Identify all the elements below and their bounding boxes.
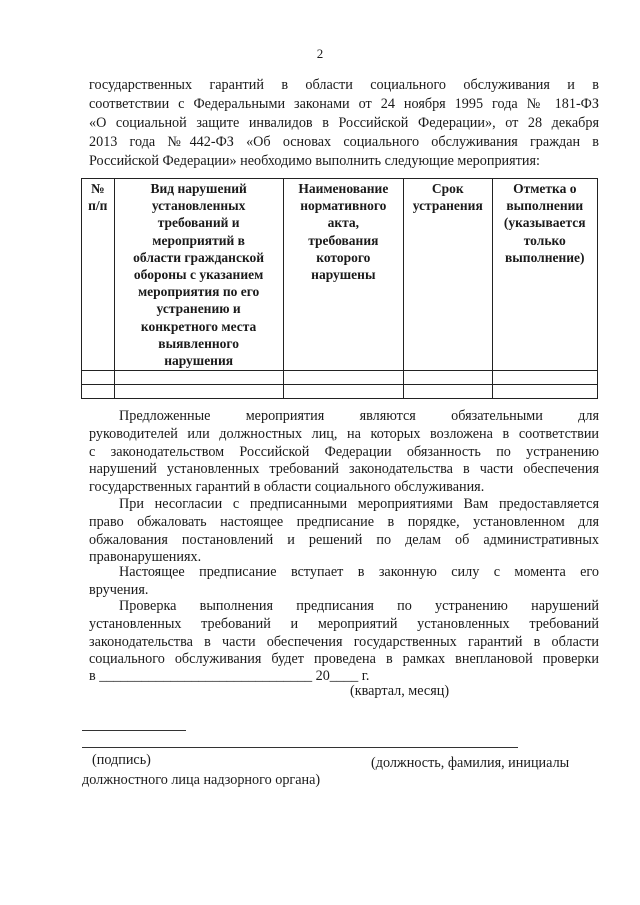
text-line: соответствии с Федеральными законами от 24 ноября 1995 года № 181-ФЗ: [89, 96, 599, 112]
paragraph-obligation: [89, 408, 599, 497]
header-cell-violation-type: Вид нарушений установленных требований и мероприятий в области гражданской обороны с указанием мероприятия по его устранению и конкретного места выявленного нарушения: [114, 179, 283, 371]
text-line: государственных гарантий в области социального обслуживания.: [89, 479, 485, 496]
table-cell: [114, 385, 283, 399]
table-cell: [492, 371, 597, 385]
text-line: правонарушениях.: [89, 549, 202, 566]
text-line: вручения.: [89, 581, 149, 598]
header-cell-normative-act: Наименование нормативного акта, требования которого нарушены: [283, 179, 403, 371]
text-line: социального обслуживания будет проведена в рамках внеплановой проверки: [89, 651, 599, 668]
table-cell: [82, 371, 115, 385]
text-line: Проверка выполнения предписания по устранению нарушений: [119, 598, 599, 614]
signature-line-short: [82, 730, 186, 731]
text-line: Российской Федерации» необходимо выполнить следующие мероприятия:: [89, 153, 540, 169]
violations-table: [81, 178, 598, 399]
table-cell: [403, 371, 492, 385]
signature-caption: (подпись): [92, 752, 151, 768]
text-line: с законодательством Российской Федерации обязанность по устранению: [89, 443, 599, 460]
official-caption-continued: должностного лица надзорного органа): [82, 772, 321, 788]
paragraph-inspection: [89, 598, 599, 669]
header-cell-completion-mark: Отметка о выполнении (указывается только выполнение): [492, 179, 597, 371]
text-line: законодательства в части обеспечения государственных гарантий в области: [89, 633, 599, 650]
table-row: [82, 371, 598, 385]
text-line: государственных гарантий в области социального обслуживания и в: [89, 77, 599, 93]
text-line: «О социальной защите инвалидов в Российской Федерации», от 28 декабря: [89, 115, 599, 131]
table-row: [82, 385, 598, 399]
official-caption: (должность, фамилия, инициалы: [371, 755, 570, 771]
table-cell: [492, 385, 597, 399]
intro-paragraph: [89, 76, 599, 171]
page-number: 2: [316, 46, 324, 61]
table-cell: [114, 371, 283, 385]
text-line: нарушений установленных требований законодательства в части обеспечения: [89, 461, 599, 478]
deadline-line: в ______________________________ 20____ г.: [89, 668, 370, 684]
table-cell: [82, 385, 115, 399]
table-header-row: [82, 179, 598, 371]
text-line: руководителей или должностных лиц, на которых возложена в соответствии: [89, 425, 599, 442]
table-cell: [283, 371, 403, 385]
paragraph-appeal: [89, 496, 599, 567]
text-line: установленных требований и мероприятий установленных требований: [89, 615, 599, 632]
text-line: право обжаловать настоящее предписание в порядке, установленном для: [89, 513, 599, 530]
signature-line: [82, 747, 518, 748]
paragraph-effect: [89, 564, 599, 600]
text-line: Предложенные мероприятия являются обязательными для: [119, 408, 599, 424]
header-cell-number: № п/п: [82, 179, 115, 371]
text-line: При несогласии с предписанными мероприятиями Вам предоставляется: [119, 496, 599, 512]
text-line: Настоящее предписание вступает в законную силу с момента его: [119, 564, 599, 580]
table-cell: [283, 385, 403, 399]
deadline-caption: (квартал, месяц): [350, 683, 450, 699]
table-cell: [403, 385, 492, 399]
text-line: 2013 года №442-ФЗ «Об основах социального обслуживания граждан в: [89, 134, 599, 150]
text-line: обжалования постановлений и решений по делам об административных: [89, 531, 599, 548]
header-cell-deadline: Срок устранения: [403, 179, 492, 371]
